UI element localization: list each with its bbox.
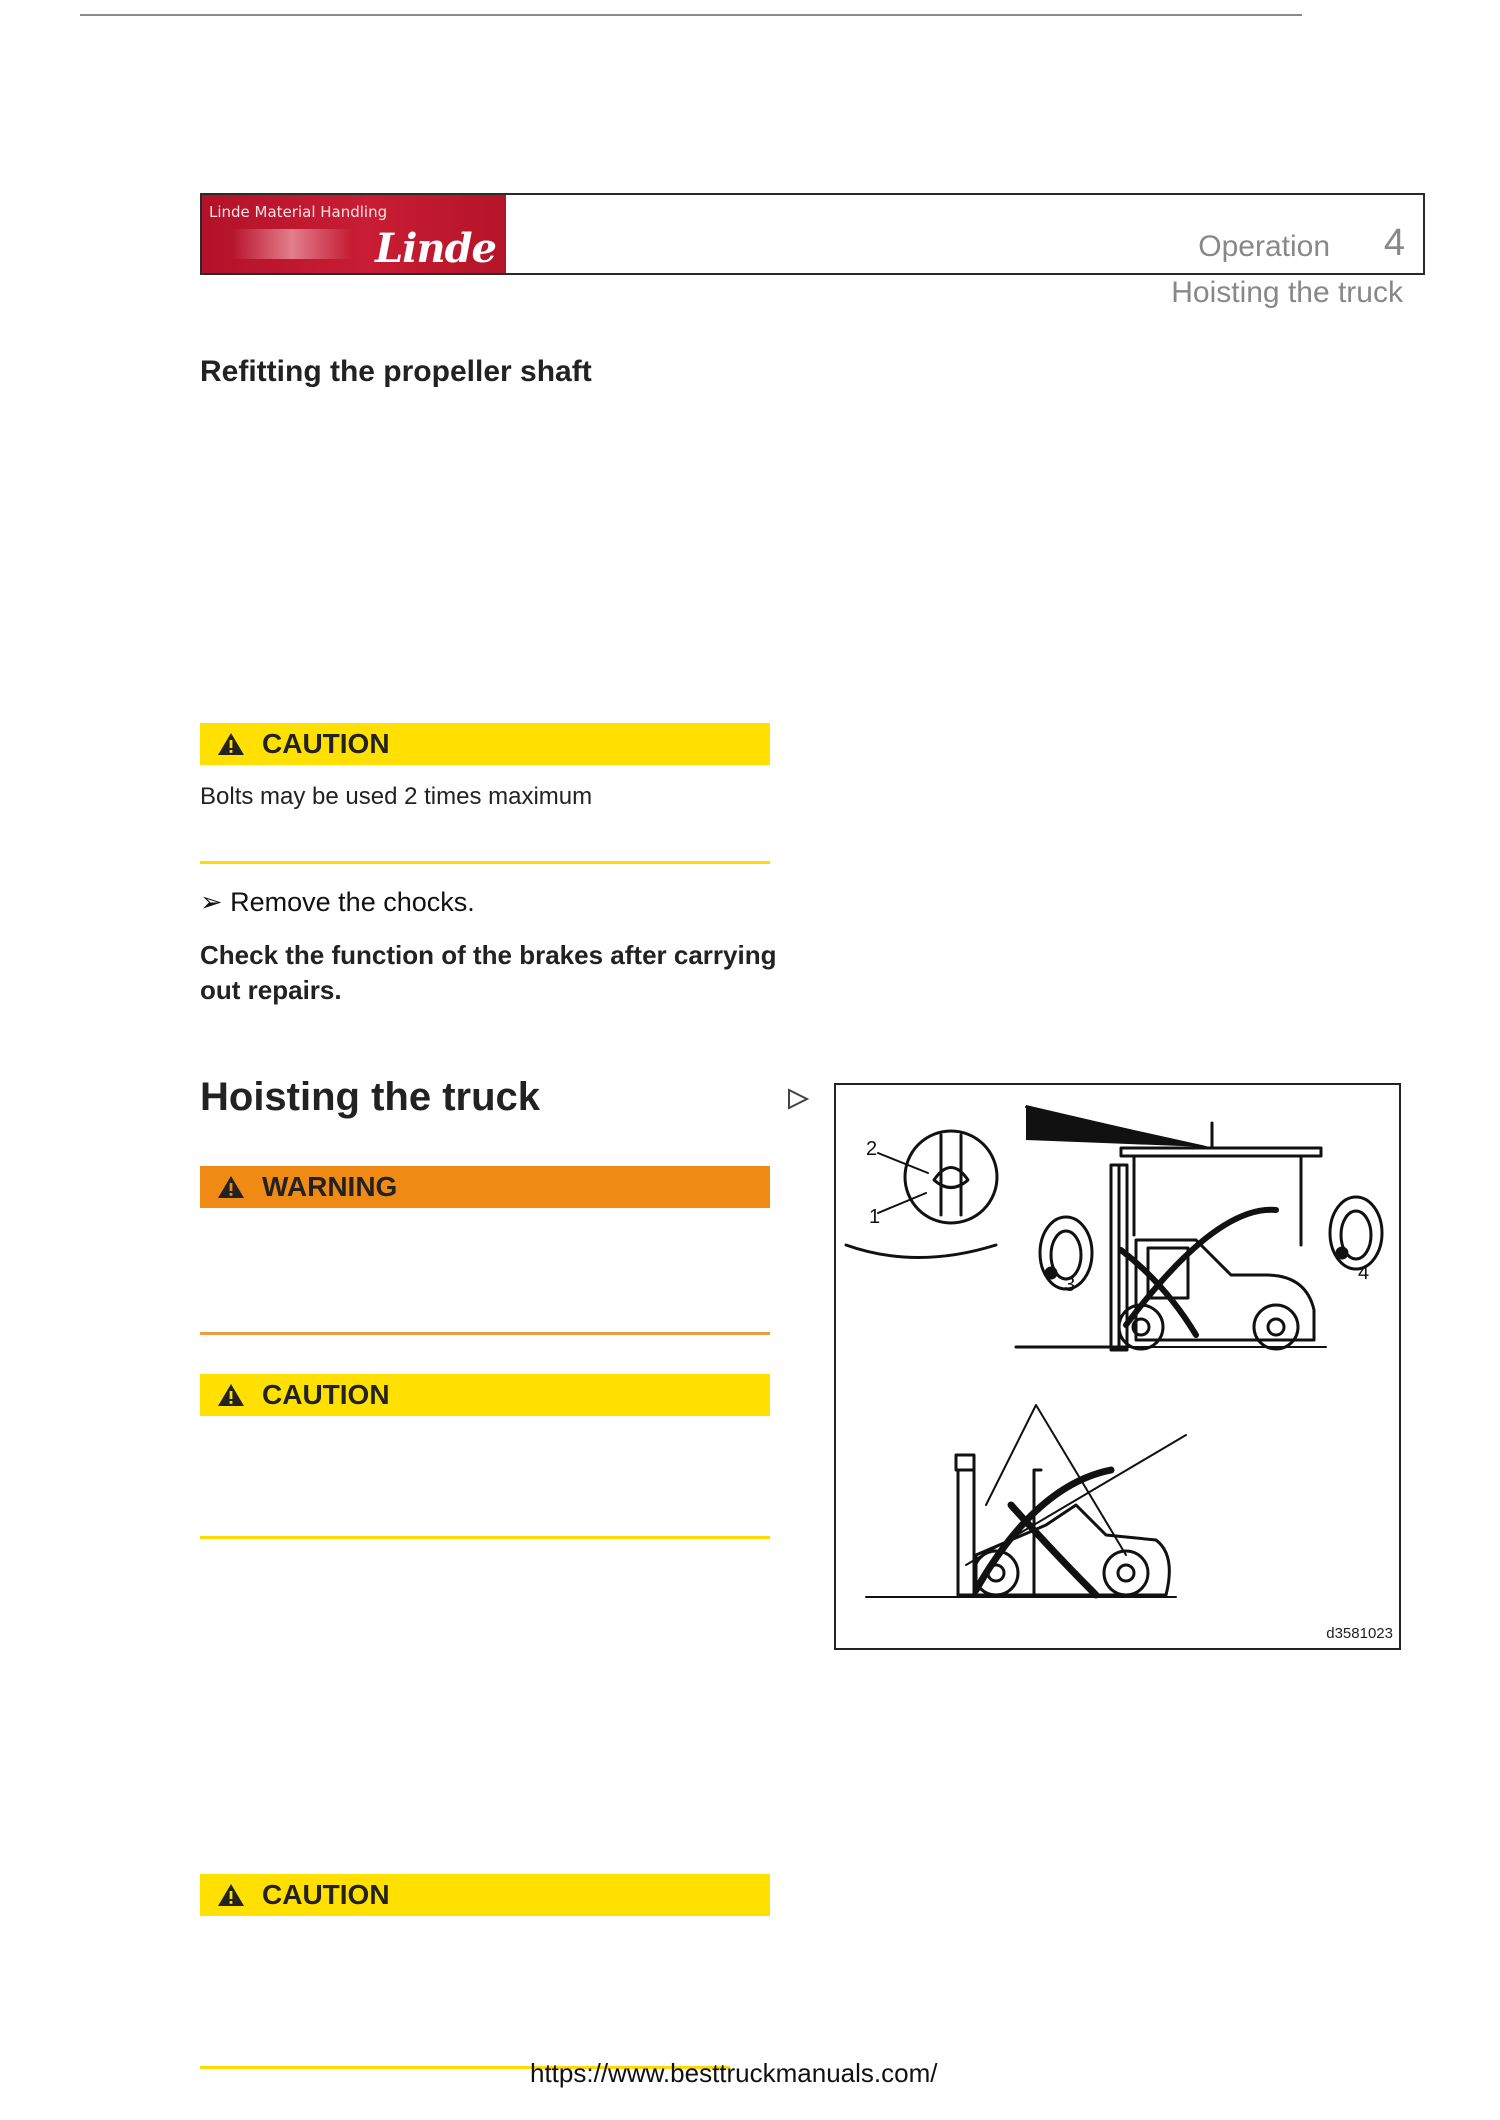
top-rule bbox=[80, 14, 1302, 16]
logo-brand-name: Linde bbox=[375, 225, 496, 272]
callout-1: 1 bbox=[869, 1206, 881, 1228]
figure-reference-triangle-icon bbox=[787, 1088, 809, 1110]
check-brakes-text: Check the function of the brakes after carrying out repairs. bbox=[200, 940, 777, 1005]
caution-text: Bolts may be used 2 times maximum bbox=[200, 783, 593, 810]
footer-url-link[interactable]: https://www.besttruckmanuals.com/ bbox=[530, 2058, 938, 2088]
hoisting-figure bbox=[834, 1083, 1401, 1650]
warning-end-rule bbox=[200, 1332, 770, 1335]
hoisting-heading: Hoisting the truck bbox=[200, 1075, 541, 1119]
bullet-text: Remove the chocks. bbox=[230, 887, 475, 917]
warning-triangle-icon bbox=[217, 1383, 245, 1407]
forklift-hoisting-illustration bbox=[836, 1085, 1399, 1648]
caution-label: CAUTION bbox=[262, 1379, 390, 1410]
refit-heading: Refitting the propeller shaft bbox=[200, 355, 592, 388]
figure-id: d3581023 bbox=[1326, 1625, 1393, 1642]
caution-end-rule bbox=[200, 1536, 770, 1539]
warning-triangle-icon bbox=[217, 1883, 245, 1907]
caution-banner bbox=[200, 723, 770, 765]
caution-label: CAUTION bbox=[262, 1879, 390, 1910]
warning-triangle-icon bbox=[217, 732, 245, 756]
caution-label: CAUTION bbox=[262, 728, 390, 759]
header-section-title: Operation bbox=[1198, 230, 1330, 263]
caution-banner bbox=[200, 1374, 770, 1416]
caution-end-rule bbox=[200, 861, 770, 864]
warning-banner bbox=[200, 1166, 770, 1208]
logo-company-name: Linde Material Handling bbox=[209, 203, 388, 221]
callout-2: 2 bbox=[866, 1138, 878, 1160]
bullet-item bbox=[200, 887, 475, 918]
header-chapter-number: 4 bbox=[1383, 222, 1405, 264]
caution-banner bbox=[200, 1874, 770, 1916]
callout-4: 4 bbox=[1358, 1262, 1370, 1284]
warning-label: WARNING bbox=[262, 1171, 398, 1202]
header-subsection-title: Hoisting the truck bbox=[1171, 276, 1403, 309]
callout-3: 3 bbox=[1064, 1274, 1076, 1296]
linde-logo bbox=[202, 195, 506, 273]
warning-triangle-icon bbox=[217, 1175, 245, 1199]
bullet-arrow-icon: ➢ bbox=[200, 887, 223, 917]
